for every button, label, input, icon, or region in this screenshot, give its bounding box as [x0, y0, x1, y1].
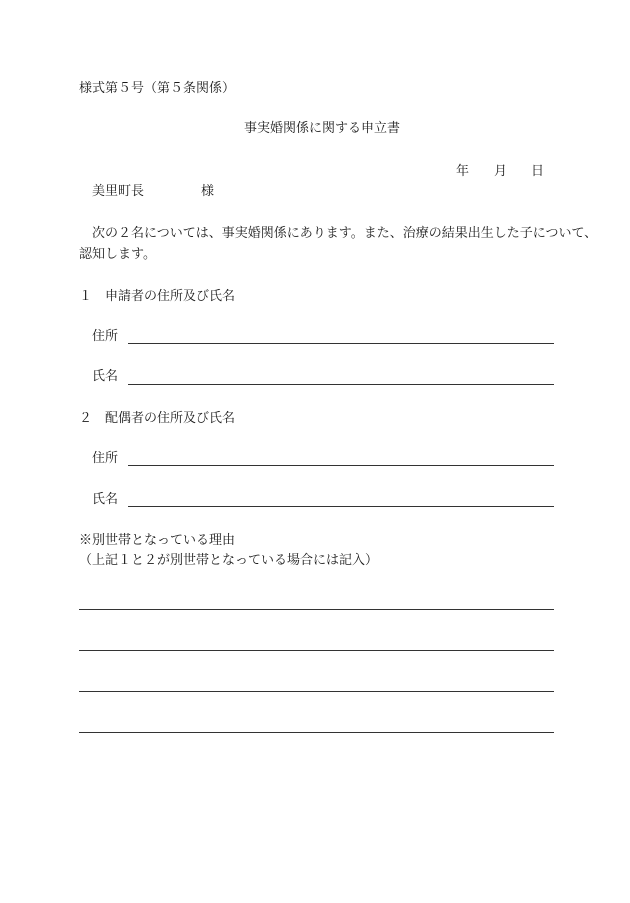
applicant-address-field[interactable] [128, 343, 554, 344]
reason-line-1[interactable] [79, 609, 554, 610]
applicant-address-label: 住所 [92, 329, 119, 344]
spouse-address-field[interactable] [128, 465, 554, 466]
reason-line-4[interactable] [79, 732, 554, 733]
document-title: 事実婚関係に関する申立書 [244, 121, 401, 136]
addressee-honorific: 様 [201, 184, 215, 199]
reason-note: （上記１と２が別世帯となっている場合には記入） [79, 553, 379, 568]
reason-heading: ※別世帯となっている理由 [79, 533, 236, 548]
section2-heading: ２ 配偶者の住所及び氏名 [79, 411, 236, 426]
date-day: 日 [531, 164, 545, 179]
applicant-name-label: 氏名 [92, 369, 119, 384]
form-number: 様式第５号（第５条関係） [79, 81, 236, 96]
reason-line-2[interactable] [79, 650, 554, 651]
addressee-name: 美里町長 [92, 184, 145, 199]
reason-line-3[interactable] [79, 691, 554, 692]
date-year: 年 [456, 164, 470, 179]
date-month: 月 [494, 164, 508, 179]
body-text-line2: 認知します。 [79, 247, 156, 262]
section1-heading: １ 申請者の住所及び氏名 [79, 289, 236, 304]
spouse-name-label: 氏名 [92, 492, 119, 507]
body-text-line1: 次の２名については、事実婚関係にあります。また、治療の結果出生した子について、 [92, 226, 598, 241]
applicant-name-field[interactable] [128, 384, 554, 385]
spouse-address-label: 住所 [92, 451, 119, 466]
spouse-name-field[interactable] [128, 506, 554, 507]
